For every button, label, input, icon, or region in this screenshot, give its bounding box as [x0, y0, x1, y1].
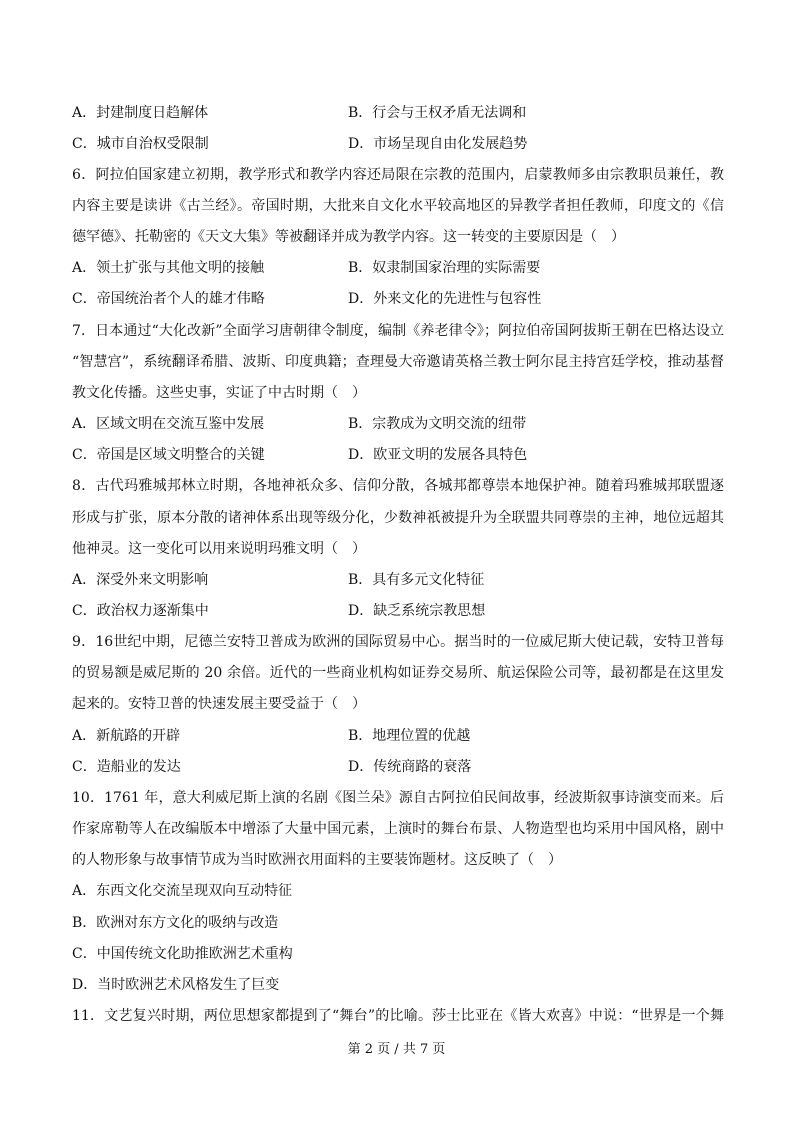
option-label: D．: [348, 291, 374, 308]
question-stem-line: 8．古代玛雅城邦林立时期，各地神祇众多、信仰分散，各城邦都尊崇本地保护神。随着玛雅城邦联盟逐: [72, 478, 724, 495]
question-stem-line: “智慧宫”，系统翻译希腊、波斯、印度典籍；查理曼大帝邀请英格兰教士阿尔昆主持宫廷学校，推动基督: [72, 353, 724, 370]
question-8: [72, 471, 724, 627]
question-10: [72, 783, 724, 1001]
question-stem-line: 6．阿拉伯国家建立初期，教学形式和教学内容还局限在宗教的范围内，启蒙教师多由宗教职员兼任，教: [72, 166, 724, 183]
option-text: 欧亚文明的发展各具特色: [373, 447, 528, 464]
option-text: 具有多元文化特征: [372, 571, 485, 588]
question-9: [72, 627, 724, 783]
option-row: [72, 440, 724, 471]
option-text: 行会与王权矛盾无法调和: [372, 104, 527, 121]
page-footer: 第 2 页 / 共 7 页: [347, 1042, 446, 1057]
question-stem-line: 他神灵。这一变化可以用来说明玛雅文明（ ）: [72, 540, 366, 557]
option-label: D．: [348, 447, 374, 464]
option-text: 地理位置的优越: [372, 727, 471, 744]
option-text: 市场呈现自由化发展趋势: [373, 135, 528, 152]
question-stem-line: 起来的。安特卫普的快速发展主要受益于（ ）: [72, 696, 366, 713]
option-d: [72, 970, 724, 1001]
option-row: [72, 98, 724, 129]
option-text: 东西文化交流呈现双向互动特征: [96, 883, 293, 900]
option-label: C．: [72, 945, 97, 962]
question-stem-line: 7．日本通过“大化改新”全面学习唐朝律令制度，编制《养老律令》；阿拉伯帝国阿拔斯王朝在巴格达设立: [72, 322, 724, 339]
option-text: 领土扩张与其他文明的接触: [96, 260, 265, 277]
option-label: A．: [72, 260, 97, 277]
option-label: B．: [348, 260, 373, 277]
question-stem-line: 教文化传播。这些史事，实证了中古时期（ ）: [72, 384, 366, 401]
option-text: 造船业的发达: [96, 758, 181, 775]
option-row: [72, 409, 724, 440]
question-stem-line: 形成与扩张，原本分散的诸神体系出现等级分化，少数神祇被提升为全联盟共同尊崇的主神，地位远超其: [72, 509, 724, 526]
option-label: B．: [348, 727, 373, 744]
option-label: D．: [348, 603, 374, 619]
option-a: [72, 876, 724, 907]
option-d: [348, 284, 624, 315]
option-row: [72, 565, 724, 596]
option-a: [72, 98, 348, 129]
option-label: A．: [72, 571, 97, 588]
option-d: [348, 596, 624, 627]
exam-page-content: [72, 98, 724, 1033]
option-b: [348, 565, 624, 596]
question-11-stem: 11．文艺复兴时期，两位思想家都提到了“舞台”的比喻。莎士比亚在《皆大欢喜》中说：“世界是一个舞: [72, 1008, 724, 1025]
question-6: [72, 160, 724, 316]
option-label: A．: [72, 727, 97, 744]
question-stem-line: 作家席勒等人在改编版本中增添了大量中国元素，上演时的舞台布景、人物造型也均采用中国风格，剧中: [72, 821, 724, 838]
option-label: D．: [348, 135, 374, 152]
option-text: 宗教成为文明交流的纽带: [372, 416, 527, 433]
question-stem-line: 德罕德》、托勒密的《天文大集》等被翻译并成为教学内容。这一转变的主要原因是（ ）: [72, 229, 625, 246]
question-stem-line: 9．16世纪中期，尼德兰安特卫普成为欧洲的国际贸易中心。据当时的一位威尼斯大使记载，安特卫普每: [72, 634, 724, 651]
option-text: 奴隶制国家治理的实际需要: [372, 260, 541, 277]
option-label: B．: [348, 571, 373, 588]
option-text: 帝国是区域文明整合的关键: [96, 447, 265, 464]
option-row: [72, 721, 724, 752]
option-text: 深受外来文明影响: [96, 571, 209, 588]
option-label: D．: [348, 758, 374, 775]
option-d: [348, 752, 624, 783]
option-label: B．: [348, 104, 373, 121]
option-text: 当时欧洲艺术风格发生了巨变: [97, 976, 280, 993]
question-stem-line: 的人物形象与故事情节成为当时欧洲衣用面料的主要装饰题材。这反映了（ ）: [72, 852, 562, 869]
option-b: [348, 98, 624, 129]
question-stem-line: 10．1761 年，意大利威尼斯上演的名剧《图兰朵》源自古阿拉伯民间故事，经波斯叙事诗演变而来。后: [72, 789, 724, 806]
option-label: D．: [72, 976, 98, 993]
option-a: [72, 721, 348, 752]
option-a: [72, 409, 348, 440]
option-c: [72, 284, 348, 315]
option-a: [72, 565, 348, 596]
option-row: [72, 253, 724, 284]
option-text: 封建制度日趋解体: [96, 104, 209, 121]
option-label: A．: [72, 104, 97, 121]
option-label: C．: [72, 447, 97, 464]
option-label: B．: [72, 914, 97, 931]
option-row: [72, 284, 724, 315]
question-7: [72, 316, 724, 472]
option-label: C．: [72, 135, 97, 152]
question-stem-line: 内容主要是读讲《古兰经》。帝国时期，大批来自文化水平较高地区的异教学者担任教师，印度文的《信: [72, 197, 724, 214]
option-d: [348, 129, 624, 160]
option-text: 缺乏系统宗教思想: [373, 603, 486, 619]
option-c: [72, 129, 348, 160]
option-text: 传统商路的衰落: [373, 758, 472, 775]
option-b: [348, 721, 624, 752]
option-text: 城市自治权受限制: [96, 135, 209, 152]
option-d: [348, 440, 624, 471]
option-text: 中国传统文化助推欧洲艺术重构: [96, 945, 293, 962]
option-label: C．: [72, 603, 97, 619]
option-label: A．: [72, 883, 97, 900]
option-text: 欧洲对东方文化的吸纳与改造: [96, 914, 279, 931]
option-text: 区域文明在交流互鉴中发展: [96, 416, 265, 433]
option-b: [348, 253, 624, 284]
option-c: [72, 596, 348, 627]
question-list: [72, 160, 724, 783]
option-a: [72, 253, 348, 284]
option-b: [348, 409, 624, 440]
option-row: [72, 596, 724, 627]
option-text: 新航路的开辟: [96, 727, 181, 744]
option-text: 帝国统治者个人的雄才伟略: [96, 291, 265, 308]
option-b: [72, 908, 724, 939]
option-label: B．: [348, 416, 373, 433]
option-c: [72, 939, 724, 970]
option-text: 外来文化的先进性与包容性: [373, 291, 542, 308]
option-label: A．: [72, 416, 97, 433]
option-label: C．: [72, 291, 97, 308]
option-row: [72, 752, 724, 783]
option-c: [72, 752, 348, 783]
option-text: 政治权力逐渐集中: [96, 603, 209, 619]
option-label: C．: [72, 758, 97, 775]
question-stem-line: 的贸易额是威尼斯的 20 余倍。近代的一些商业机构如证券交易所、航运保险公司等，最初都是在这里发: [72, 665, 724, 682]
option-row: [72, 129, 724, 160]
option-c: [72, 440, 348, 471]
